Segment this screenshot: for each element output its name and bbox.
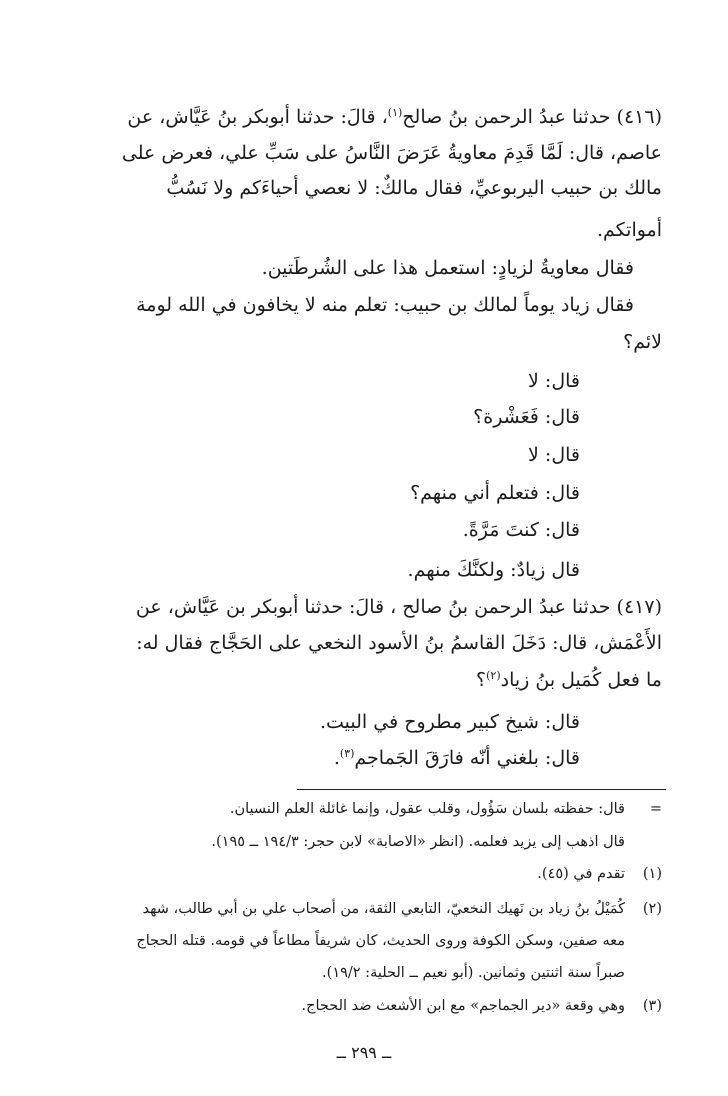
dialogue-line: قال: فَعَشْرة؟ — [473, 406, 580, 428]
hadith-416-line-2: عاصم، قال: لَمَّا قَدِمَ معاويةُ عَرَضَ النَّاسُ على سَبِّ علي، فعرض على — [121, 142, 662, 164]
continuation-mark: = — [649, 801, 662, 817]
footnote-3-text: وهي وقعة «دير الجماجم» مع ابن الأشعث ضد الحجاج. — [301, 998, 625, 1014]
footnote-2-number: (٢) — [642, 901, 662, 917]
dialogue-line: قال: فتعلم أني منهم؟ — [410, 482, 580, 504]
hadith-416-line-5: فقال معاويةُ لزيادٍ: استعمل هذا على الشُرطَتين. — [261, 257, 634, 279]
footnote-continuation-line: قال اذهب إلى يزيد فعلمه. (انظر «الاصابة» لابن حجر: ١٩٤/٣ ــ ١٩٥). — [211, 834, 625, 850]
hadith-417-line-3: ما فعل كُمَيل بنُ زياد$^{(٢)}$؟ — [476, 669, 662, 691]
dialogue-line: قال: لا — [528, 444, 580, 466]
hadith-416-line-3: مالك بن حبيب اليربوعيِّ، فقال مالكٌ: لا نعصي أحياءَكم ولا نَسُبُّ — [166, 177, 662, 199]
dialogue-line: قال زيادٌ: ولكنَّكَ منهم. — [407, 559, 580, 581]
footnote-separator — [297, 789, 666, 790]
hadith-417-line-1: (٤١٧) حدثنا عبدُ الرحمن بنُ صالح ، قالَ: حدثنا أبوبكر بن عَيَّاش، عن — [135, 596, 662, 618]
dialogue-line: قال: بلغني أنّه فارَقَ الجَماجم$^{(٣)}$. — [333, 747, 580, 769]
footnote-ref-3: (٣) — [339, 747, 355, 760]
footnote-1-text: تقدم في (٤٥). — [537, 866, 625, 882]
hadith-416-line-6: فقال زياد يوماً لمالك بن حبيب: تعلم منه لا يخافون في الله لومة — [136, 294, 634, 316]
page-number: ــ ٢٩٩ ــ — [336, 1043, 392, 1062]
footnote-3-number: (٣) — [642, 998, 662, 1014]
dialogue-line: قال: كنتَ مَرَّةً. — [462, 519, 580, 541]
hadith-416-line-4: أمواتكم. — [596, 219, 662, 241]
hadith-416-line-1: (٤١٦) حدثنا عبدُ الرحمن بنُ صالح$^{(١)}$، قالَ: حدثنا أبوبكر بنُ عَيَّاش، عن — [127, 106, 662, 128]
hadith-416-line-7: لائم؟ — [623, 331, 662, 353]
dialogue-line: قال: لا — [528, 370, 580, 392]
footnote-ref-1: (١) — [387, 106, 403, 119]
footnote-2-text: صبراً سنة اثنتين وثمانين. (أبو نعيم ــ الحلية: ١٩/٢). — [322, 965, 625, 981]
footnote-2-text: كُمَيْلُ بنُ زياد بن نَهيك النخعيّ، التابعي الثقة، من أصحاب علي بن أبي طالب، شهد — [142, 901, 625, 917]
dialogue-line: قال: شيخ كبير مطروح في البيت. — [319, 711, 580, 733]
footnote-ref-2: (٢) — [486, 669, 501, 682]
hadith-417-line-2: الأَعْمَش، قال: دَخَلَ القاسمُ بنُ الأسود النخعي على الحَجَّاج فقال له: — [136, 632, 662, 654]
footnote-1-number: (١) — [642, 866, 662, 882]
footnote-continuation-line: قال: حفظته بلسان سَؤُول، وقلب عقول، وإنما غائلة العلم النسيان. — [229, 801, 625, 817]
footnote-2-text: معه صفين، وسكن الكوفة وروى الحديث، كان شريفاً مطاعاً في قومه. قتله الحجاج — [136, 933, 625, 949]
